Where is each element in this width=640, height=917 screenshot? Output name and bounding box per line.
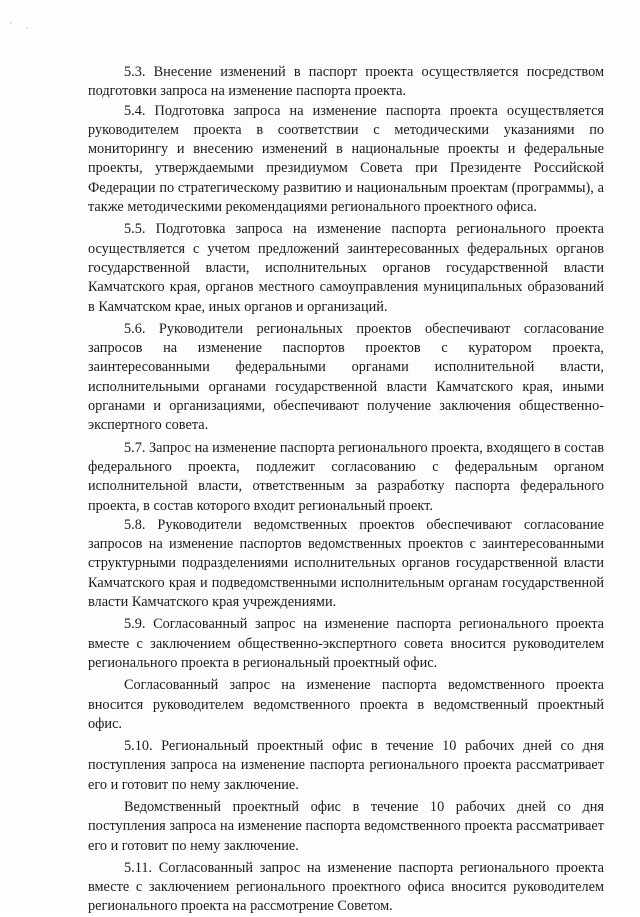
paragraph-5-9-departmental: Согласованный запрос на изменение паспорта ведомственного проекта вносится руководителем ведомственного проекта в ведомственный проектный офис.: [88, 677, 604, 732]
paragraph-5-6: 5.6. Руководители региональных проектов обеспечивают согласование запросов на изменение паспортов проектов с куратором проекта, заинтересованными федеральными органами исполнительной власти, исполнительными органами государственной власти Камчатского края, иными органами и организациями, обеспечивают получение заключения общественно-экспертного совета.: [88, 320, 604, 434]
paragraph-5-7: 5.7. Запрос на изменение паспорта регионального проекта, входящего в состав федерального проекта, подлежит согласованию с федеральным органом исполнительной власти, ответственным за разработку паспорта федерального проекта, в состав которого входит региональный проект.: [88, 439, 604, 514]
paragraph-5-11: 5.11. Согласованный запрос на изменение паспорта регионального проекта вместе с заключением регионального проектного офиса вносится руководителем регионального проекта на рассмотрение Советом.: [88, 859, 604, 915]
paragraph-5-9: 5.9. Согласованный запрос на изменение паспорта регионального проекта вместе с заключением общественно-экспертного совета вносится руководителем регионального проекта в региональный проектный офис.: [88, 616, 604, 671]
document-body: [88, 63, 604, 917]
paragraph-5-10: 5.10. Региональный проектный офис в течение 10 рабочих дней со дня поступления запроса на изменение паспорта регионального проекта рассматривает его и готовит по нему заключение.: [88, 738, 604, 793]
paragraph-5-10-departmental: Ведомственный проектный офис в течение 10 рабочих дней со дня поступления запроса на изменение паспорта ведомственного проекта рассматривает его и готовит по нему заключение.: [88, 798, 604, 854]
paragraph-5-5: 5.5. Подготовка запроса на изменение паспорта регионального проекта осуществляется с учетом предложений заинтересованных федеральных органов государственной власти, исполнительных органов государственной власти Камчатского края, органов местного самоуправления муниципальных образований в Камчатском крае, иных органов и организаций.: [88, 221, 604, 315]
paragraph-5-8: 5.8. Руководители ведомственных проектов обеспечивают согласование запросов на изменение паспортов ведомственных проектов с заинтересованными структурными подразделениями исполнительных органов государственной власти Камчатского края и подведомственными исполнительным органам государственной власти Камчатского края учреждениями.: [88, 516, 604, 611]
paragraph-5-3: 5.3. Внесение изменений в паспорт проекта осуществляется посредством подготовки запроса на изменение паспорта проекта.: [88, 64, 604, 100]
scan-artifact-marks: ' ,: [10, 22, 35, 30]
paragraph-5-4: 5.4. Подготовка запроса на изменение паспорта проекта осуществляется руководителем проекта в соответствии с методическими указаниями по мониторингу и внесению изменений в национальные проекты и федеральные проекты, утверждаемыми президиумом Совета при Президенте Российской Федерации по стратегическому развитию и национальным проектам (программы), а также методическими рекомендациями регионального проектного офиса.: [88, 102, 604, 216]
